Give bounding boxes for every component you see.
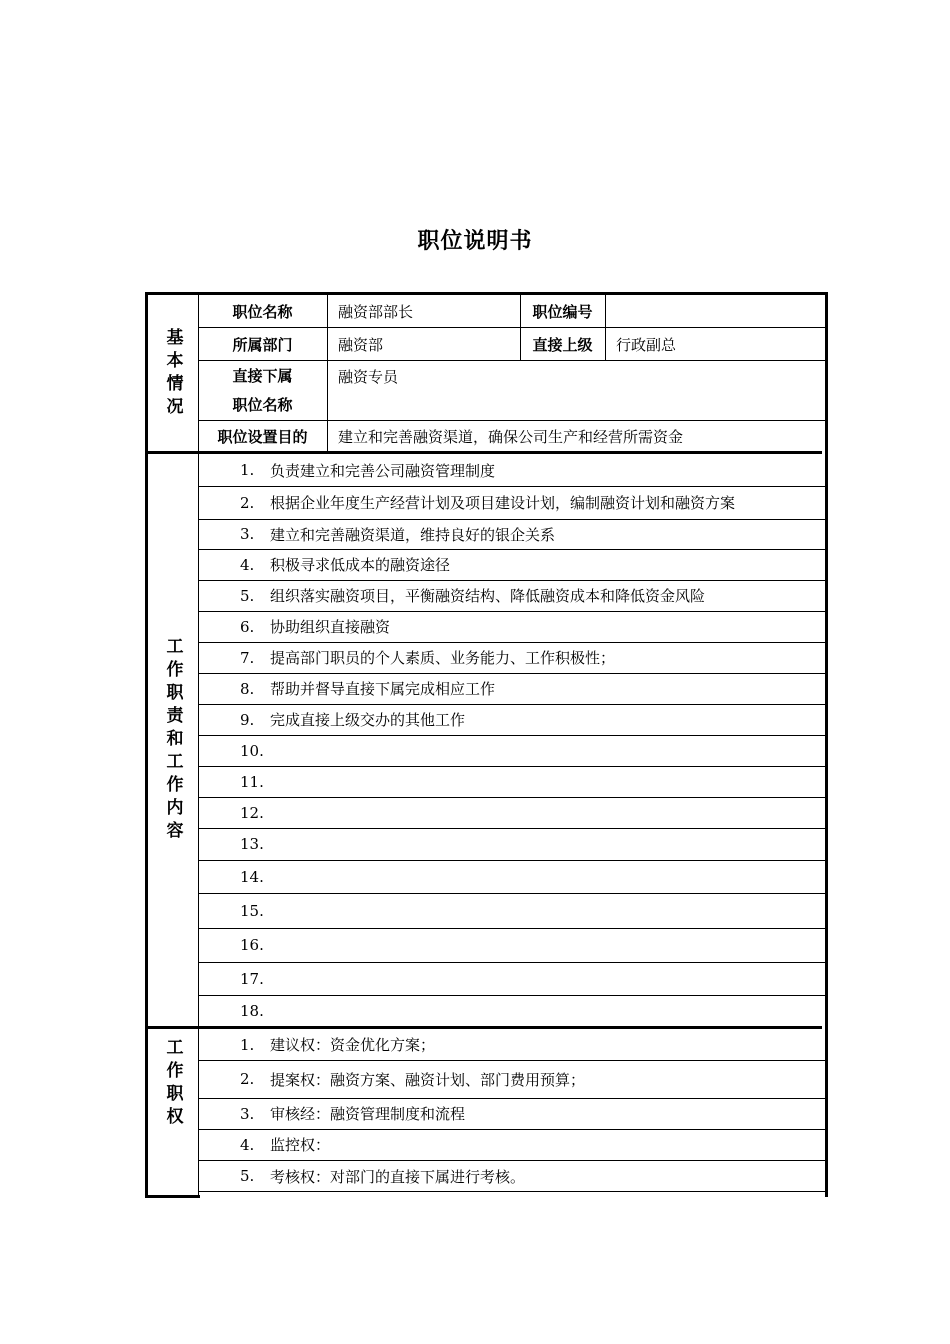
- page-title: 职位说明书: [417, 229, 533, 254]
- list-item-text: 积极寻求低成本的融资途径: [270, 556, 451, 574]
- list-item: [240, 797, 270, 828]
- list-item: [240, 486, 735, 519]
- list-item: [240, 704, 465, 735]
- list-item-text: 协助组织直接融资: [270, 618, 391, 636]
- subordinate-label-line2: 职位名称: [232, 395, 293, 414]
- purpose-value: 建立和完善融资渠道，确保公司生产和经营所需资金: [338, 428, 684, 446]
- list-item-number: 13.: [240, 835, 264, 853]
- list-item: [240, 995, 270, 1026]
- list-item-text: 帮助并督导直接下属完成相应工作: [270, 680, 496, 698]
- row-divider: [198, 928, 825, 929]
- row-divider: [198, 828, 825, 829]
- authority-section-label: 工作职权: [162, 1038, 183, 1130]
- job-name-label: 职位名称: [232, 302, 293, 321]
- list-item: [240, 642, 615, 673]
- list-item-number: 16.: [240, 936, 264, 954]
- list-item-number: 6.: [240, 617, 255, 636]
- list-item: [240, 1160, 525, 1192]
- list-item-text: 组织落实融资项目，平衡融资结构、降低融资成本和降低资金风险: [270, 587, 706, 605]
- subordinate-label: [198, 361, 327, 420]
- superior-value: 行政副总: [616, 335, 677, 354]
- purpose-label: 职位设置目的: [217, 428, 308, 446]
- list-item-text: 提案权：融资方案、融资计划、部门费用预算；: [270, 1070, 586, 1089]
- list-item-number: 1.: [240, 1035, 255, 1054]
- job-name-value: 融资部部长: [338, 302, 414, 321]
- list-item: [240, 454, 495, 486]
- list-item-number: 2.: [240, 493, 255, 512]
- list-item: [240, 580, 705, 611]
- list-item-text: 提高部门职员的个人素质、业务能力、工作积极性；: [270, 649, 616, 667]
- row-divider: [198, 893, 825, 894]
- list-item-text: 监控权：: [270, 1136, 331, 1154]
- list-item-number: 10.: [240, 741, 264, 760]
- list-item-number: 8.: [240, 679, 255, 698]
- list-item-text: 完成直接上级交办的其他工作: [270, 711, 466, 729]
- row-divider: [198, 766, 825, 767]
- list-item-number: 7.: [240, 648, 255, 667]
- list-item-number: 3.: [240, 525, 255, 543]
- list-item: [240, 893, 270, 928]
- list-item-number: 1.: [240, 461, 255, 479]
- list-item-number: 15.: [240, 901, 264, 920]
- row-divider: [198, 995, 825, 996]
- frame-bottom-border: [145, 1195, 200, 1198]
- list-item: [240, 549, 450, 580]
- superior-label: 直接上级: [532, 335, 593, 354]
- list-item-text: 建议权：资金优化方案；: [270, 1036, 436, 1054]
- list-item: [240, 766, 270, 797]
- list-item-number: 3.: [240, 1104, 255, 1123]
- list-item: [240, 928, 270, 962]
- list-item: [240, 519, 555, 549]
- job-description-form: [145, 292, 828, 1197]
- subordinate-label-line1: 直接下属: [232, 366, 293, 385]
- duties-section-label: 工作职责和工作内容: [162, 637, 183, 844]
- frame-right-border: [825, 292, 828, 1197]
- department-label: 所属部门: [232, 335, 293, 354]
- row-divider: [198, 962, 825, 963]
- list-item-text: 审核经：融资管理制度和流程: [270, 1105, 466, 1123]
- list-item: [240, 611, 390, 642]
- list-item-number: 9.: [240, 710, 255, 729]
- list-item-number: 14.: [240, 867, 264, 886]
- list-item: [240, 860, 270, 893]
- subordinate-value: 融资专员: [338, 367, 399, 386]
- list-item-number: 5.: [240, 1167, 255, 1185]
- list-item-text: 建立和完善融资渠道，维持良好的银企关系: [270, 525, 556, 544]
- list-item-number: 2.: [240, 1070, 255, 1088]
- basic-info-section-label: 基本情况: [162, 327, 183, 420]
- list-item-number: 11.: [240, 772, 264, 791]
- list-item: [240, 1129, 330, 1160]
- list-item: [240, 673, 495, 704]
- table-bottom-line: [198, 1191, 825, 1192]
- row-divider: [198, 797, 825, 798]
- list-item-number: 18.: [240, 1001, 264, 1020]
- list-item-number: 17.: [240, 969, 264, 988]
- list-item-number: 12.: [240, 803, 264, 822]
- list-item: [240, 1029, 435, 1060]
- department-value: 融资部: [338, 335, 384, 354]
- list-item-number: 4.: [240, 1135, 255, 1154]
- job-code-label: 职位编号: [532, 302, 593, 321]
- row-divider: [198, 735, 825, 736]
- list-item: [240, 828, 270, 860]
- list-item: [240, 735, 270, 766]
- list-item: [240, 1098, 465, 1129]
- list-item-text: 考核权：对部门的直接下属进行考核。: [270, 1167, 526, 1186]
- row-divider: [198, 860, 825, 861]
- job-code-value: [606, 295, 825, 327]
- list-item-text: 根据企业年度生产经营计划及项目建设计划，编制融资计划和融资方案: [270, 494, 736, 512]
- list-item-number: 4.: [240, 555, 255, 574]
- list-item: [240, 962, 270, 995]
- list-item-number: 5.: [240, 586, 255, 605]
- list-item-text: 负责建立和完善公司融资管理制度: [270, 461, 496, 480]
- list-item: [240, 1060, 585, 1098]
